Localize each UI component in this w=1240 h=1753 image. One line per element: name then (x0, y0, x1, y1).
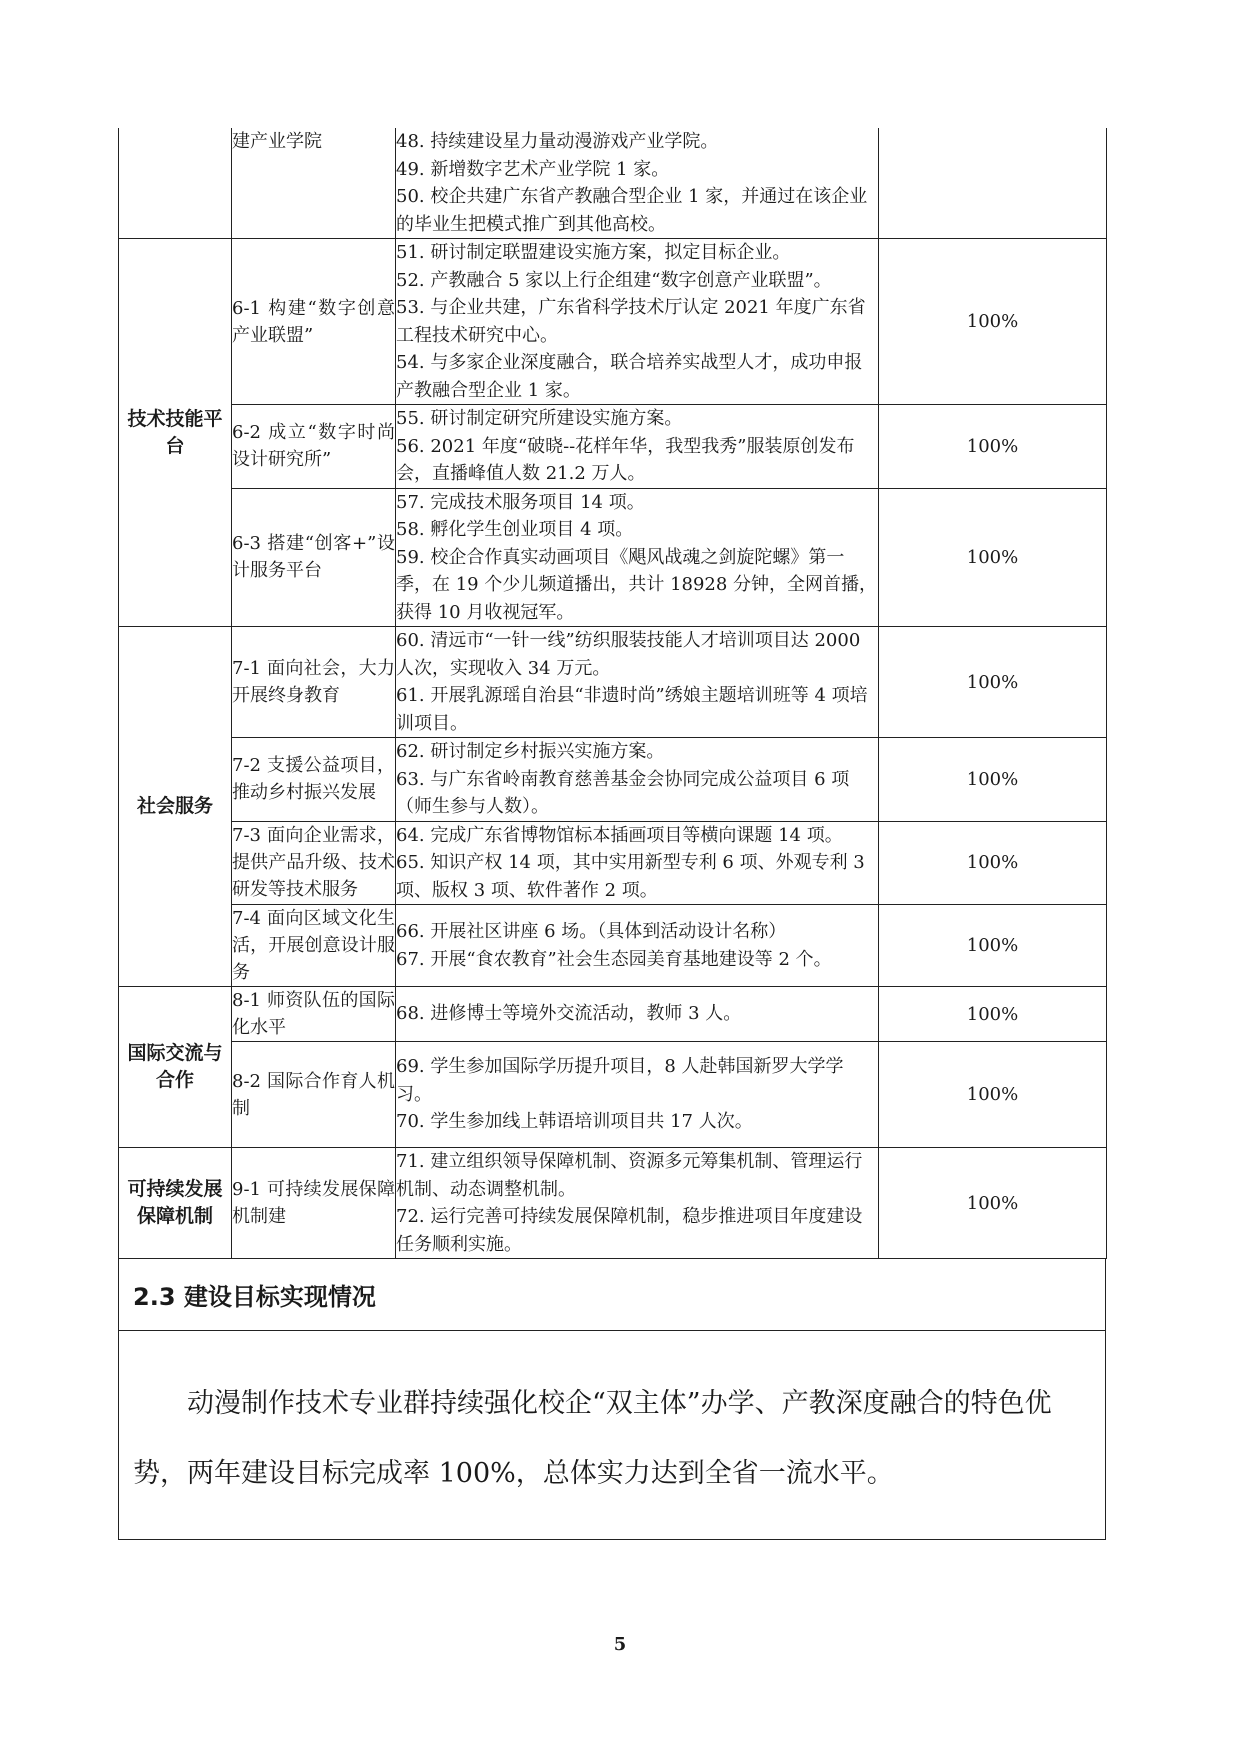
achievements-cell (396, 488, 879, 627)
section-heading (118, 1259, 1106, 1331)
table-row (119, 1148, 1107, 1259)
achievements-cell (396, 821, 879, 905)
category-cell (119, 627, 232, 987)
completion-rate-cell (879, 239, 1107, 405)
table-row (119, 128, 1107, 239)
achievements-cell (396, 738, 879, 822)
task-cell (232, 738, 396, 822)
achievements-cell (396, 627, 879, 738)
achievements-cell (396, 1148, 879, 1259)
task-label: 8-2 国际合作育人机制 (232, 1070, 395, 1119)
achievement-item: 59. 校企合作真实动画项目《飓风战魂之剑旋陀螺》第一季，在 19 个少儿频道播出，共计 18928 分钟，全网首播，获得 10 月收视冠军。 (396, 546, 878, 623)
task-cell (232, 1148, 396, 1259)
table-row (119, 821, 1107, 905)
task-label: 6-2 成立“数字时尚设计研究所” (232, 422, 395, 471)
task-label: 8-1 师资队伍的国际化水平 (232, 990, 395, 1038)
table-row (119, 627, 1107, 738)
achievements-cell (396, 239, 879, 405)
completion-rate: 100% (966, 768, 1019, 790)
section-body-text: 动漫制作技术专业群持续强化校企“双主体”办学、产教深度融合的特色优势，两年建设目标完成率 100%，总体实力达到全省一流水平。 (133, 1388, 1052, 1489)
achievement-item: 60. 清远市“一针一线”纺织服装技能人才培训项目达 2000 人次，实现收入 34 万元。 (396, 630, 861, 679)
completion-rate-cell (879, 128, 1107, 239)
construction-task-table (118, 128, 1107, 1259)
achievement-item: 55. 研讨制定研究所建设实施方案。 (396, 408, 683, 429)
achievement-item: 64. 完成广东省博物馆标本插画项目等横向课题 14 项。 (396, 824, 843, 846)
section-heading-text: 2.3 建设目标实现情况 (133, 1283, 376, 1311)
table-row (119, 738, 1107, 822)
task-label: 7-1 面向社会，大力开展终身教育 (232, 658, 395, 706)
achievement-item: 52. 产教融合 5 家以上行企组建“数字创意产业联盟”。 (396, 269, 832, 291)
task-cell (232, 905, 396, 987)
completion-rate-cell (879, 987, 1107, 1042)
task-cell (232, 821, 396, 905)
task-label: 7-3 面向企业需求，提供产品升级、技术研发等技术服务 (232, 825, 395, 901)
task-cell (232, 627, 396, 738)
achievements-cell (396, 1042, 879, 1148)
task-label: 6-3 搭建“创客+”设计服务平台 (232, 533, 395, 582)
task-cell (232, 239, 396, 405)
achievement-item: 49. 新增数字艺术产业学院 1 家。 (396, 158, 670, 180)
completion-rate-cell (879, 821, 1107, 905)
task-label: 建产业学院 (232, 131, 322, 152)
task-label: 9-1 可持续发展保障机制建 (232, 1179, 395, 1227)
completion-rate: 100% (966, 311, 1019, 332)
task-label: 7-4 面向区域文化生活，开展创意设计服务 (232, 908, 395, 983)
page-number: 5 (613, 1634, 627, 1655)
table-row (119, 239, 1107, 405)
achievement-item: 54. 与多家企业深度融合，联合培养实战型人才，成功申报产教融合型企业 1 家。 (396, 352, 863, 401)
achievement-item: 50. 校企共建广东省产教融合型企业 1 家，并通过在该企业的毕业生把模式推广到其他高校。 (396, 186, 868, 235)
achievement-item: 48. 持续建设星力量动漫游戏产业学院。 (396, 131, 719, 152)
achievement-item: 71. 建立组织领导保障机制、资源多元筹集机制、管理运行机制、动态调整机制。 (396, 1151, 863, 1200)
achievements-cell (396, 405, 879, 489)
category-label: 技术技能平台 (127, 407, 223, 457)
achievements-cell (396, 905, 879, 987)
document-page (115, 128, 1106, 1540)
completion-rate-cell (879, 905, 1107, 987)
category-label: 可持续发展保障机制 (127, 1178, 223, 1227)
task-cell (232, 488, 396, 627)
completion-rate: 100% (966, 546, 1019, 568)
task-cell (232, 128, 396, 239)
completion-rate: 100% (966, 1084, 1019, 1105)
task-label: 7-2 支援公益项目，推动乡村振兴发展 (232, 755, 395, 804)
achievements-cell (396, 987, 879, 1042)
achievement-item: 68. 进修博士等境外交流活动，教师 3 人。 (396, 1003, 742, 1025)
category-label: 社会服务 (136, 795, 213, 817)
completion-rate: 100% (966, 1192, 1019, 1214)
category-cell (119, 987, 232, 1148)
category-label: 国际交流与合作 (127, 1042, 223, 1091)
table-row (119, 1042, 1107, 1148)
completion-rate: 100% (966, 435, 1019, 457)
achievement-item: 53. 与企业共建，广东省科学技术厅认定 2021 年度广东省工程技术研究中心。 (396, 297, 866, 346)
section-body (118, 1331, 1106, 1540)
table-row (119, 488, 1107, 627)
achievement-item: 65. 知识产权 14 项，其中实用新型专利 6 项、外观专利 3 项、版权 3 项、软件著作 2 项。 (396, 852, 865, 901)
achievement-item: 62. 研讨制定乡村振兴实施方案。 (396, 741, 665, 762)
achievement-item: 69. 学生参加国际学历提升项目，8 人赴韩国新罗大学学习。 (396, 1056, 844, 1105)
completion-rate: 100% (966, 852, 1019, 874)
completion-rate: 100% (966, 671, 1019, 693)
category-cell (119, 128, 232, 239)
achievement-item: 56. 2021 年度“破晓--花样年华，我型我秀”服装原创发布会，直播峰值人数 21.2 万人。 (396, 435, 855, 484)
task-cell (232, 405, 396, 489)
achievement-item: 70. 学生参加线上韩语培训项目共 17 人次。 (396, 1111, 753, 1133)
category-cell (119, 1148, 232, 1259)
achievement-item: 51. 研讨制定联盟建设实施方案，拟定目标企业。 (396, 242, 791, 263)
completion-rate-cell (879, 738, 1107, 822)
achievements-cell (396, 128, 879, 239)
task-cell (232, 987, 396, 1042)
completion-rate-cell (879, 627, 1107, 738)
completion-rate: 100% (966, 1003, 1019, 1025)
achievement-item: 72. 运行完善可持续发展保障机制，稳步推进项目年度建设任务顺利实施。 (396, 1206, 863, 1255)
table-row (119, 987, 1107, 1042)
achievement-item: 61. 开展乳源瑶自治县“非遗时尚”绣娘主题培训班等 4 项培训项目。 (396, 685, 868, 734)
category-cell (119, 239, 232, 627)
completion-rate: 100% (966, 935, 1019, 956)
task-label: 6-1 构建“数字创意产业联盟” (232, 297, 395, 346)
task-cell (232, 1042, 396, 1148)
achievement-item: 67. 开展“食农教育”社会生态园美育基地建设等 2 个。 (396, 948, 832, 970)
achievement-item: 58. 孵化学生创业项目 4 项。 (396, 519, 634, 540)
completion-rate-cell (879, 405, 1107, 489)
achievement-item: 66. 开展社区讲座 6 场。（具体到活动设计名称） (396, 921, 787, 942)
completion-rate-cell (879, 1148, 1107, 1259)
table-row (119, 905, 1107, 987)
completion-rate-cell (879, 488, 1107, 627)
table-row (119, 405, 1107, 489)
achievement-item: 63. 与广东省岭南教育慈善基金会协同完成公益项目 6 项（师生参与人数）。 (396, 768, 850, 817)
achievement-item: 57. 完成技术服务项目 14 项。 (396, 491, 645, 513)
completion-rate-cell (879, 1042, 1107, 1148)
